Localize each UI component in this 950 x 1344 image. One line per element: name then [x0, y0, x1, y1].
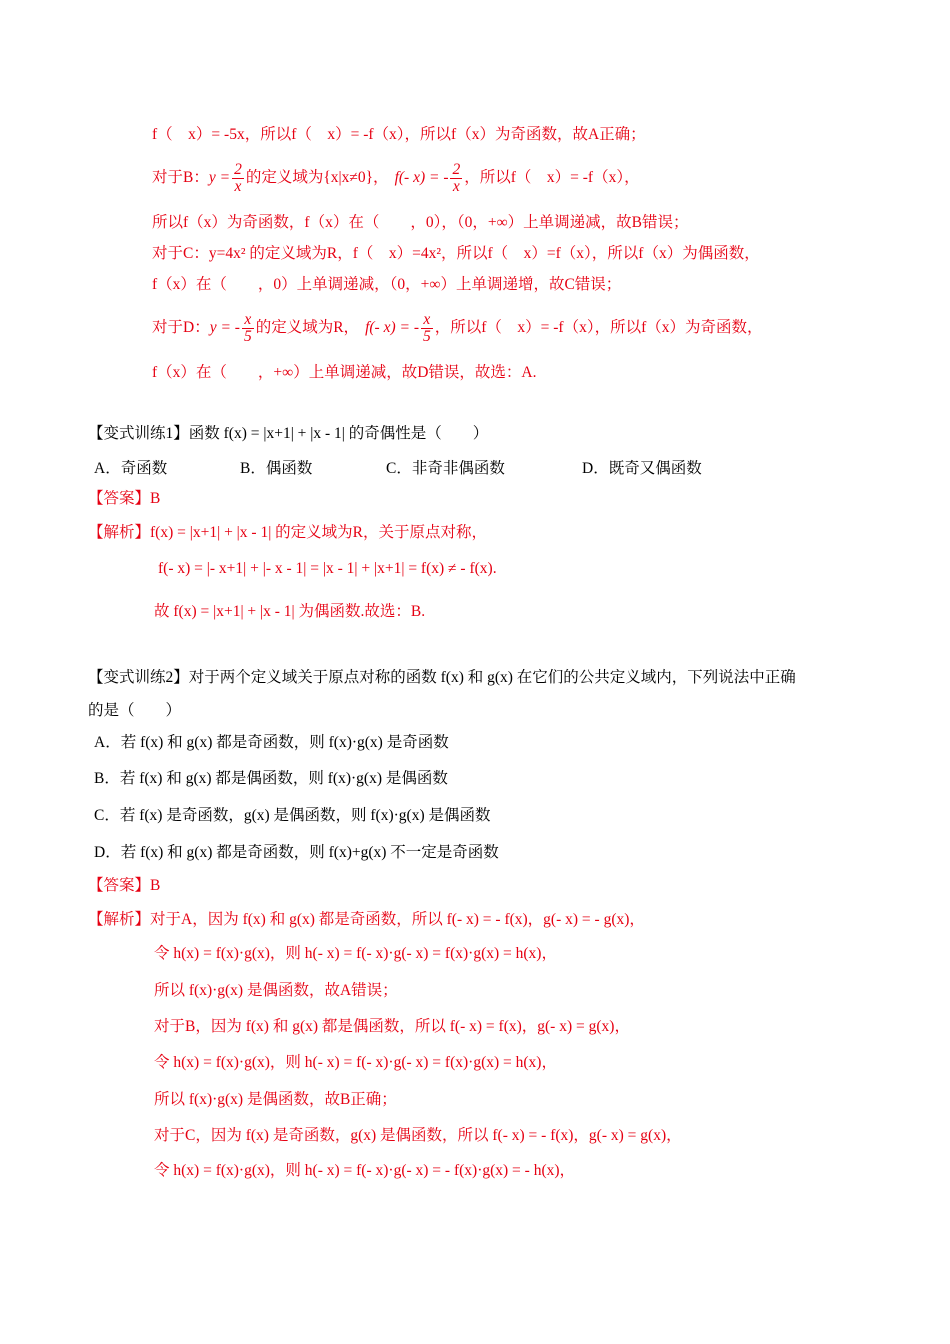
q1-option-c: C．非奇非偶函数 — [386, 460, 505, 477]
solution-d-y: y = - — [209, 319, 240, 336]
q2-analysis-line-1 — [88, 909, 645, 931]
q2-analysis-line-3: 所以 f(x)·g(x) 是偶函数，故A错误； — [154, 982, 398, 999]
q2-answer: 【答案】B — [88, 877, 161, 894]
question-1-stem: 【变式训练1】函数 f(x) = |x+1| + |x - 1| 的奇偶性是（ ） — [88, 425, 489, 442]
fraction-x-over-5-2: $\frac{x}{5}$ — [422, 310, 431, 345]
solution-line-d2: f（x）在（ ，+∞）上单调递减，故D错误，故选：A. — [152, 364, 537, 381]
solution-b-y: y = — [208, 169, 231, 186]
q2-analysis-line-2: 令 h(x) = f(x)·g(x)，则 h(- x) = f(- x)·g(- x) = f(x)·g(x) = h(x)， — [154, 945, 557, 962]
q1-analysis-label: 【解析】 — [88, 524, 151, 541]
q2-option-d: D．若 f(x) 和 g(x) 都是奇函数，则 f(x)+g(x) 不一定是奇函数 — [94, 844, 499, 861]
question-2-stem-cont: 的是（ ） — [88, 702, 182, 719]
q1-analysis-text-1: f(x) = |x+1| + |x - 1| 的定义域为R，关于原点对称， — [150, 524, 488, 541]
q1-option-d: D．既奇又偶函数 — [582, 460, 702, 477]
solution-line-d — [152, 308, 763, 348]
q1-analysis-line-2: f(- x) = |- x+1| + |- x - 1| = |x - 1| + |x+1| = f(x) ≠ - f(x). — [158, 560, 497, 577]
solution-d-conclusion: ，所以f（ x）= -f（x），所以f（x）为奇函数， — [434, 319, 763, 336]
solution-line-b — [152, 160, 640, 196]
q2-option-c: C．若 f(x) 是奇函数，g(x) 是偶函数，则 f(x)·g(x) 是偶函数 — [94, 807, 491, 824]
solution-line-a: f（ x）= -5x，所以f（ x）= -f（x），所以f（x）为奇函数，故A正确； — [152, 126, 646, 143]
solution-line-c2: f（x）在（ ，0）上单调递减，（0，+∞）上单调递增，故C错误； — [152, 276, 622, 293]
solution-d-f: f(- x) = - — [365, 319, 419, 336]
q2-analysis-line-8: 令 h(x) = f(x)·g(x)，则 h(- x) = f(- x)·g(- x) = - f(x)·g(x) = - h(x)， — [154, 1162, 576, 1179]
q1-option-b: B．偶函数 — [240, 460, 313, 477]
solution-b-domain: 的定义域为{x|x≠0}， — [245, 169, 389, 186]
question-2-stem: 【变式训练2】对于两个定义域关于原点对称的函数 f(x) 和 g(x) 在它们的公共定义域内，下列说法中正确 — [88, 669, 796, 686]
solution-b-conclusion: ，所以f（ x）= -f（x）， — [464, 169, 640, 186]
solution-b-label: 对于B： — [152, 169, 209, 186]
fraction-2-over-x-2: $\frac{2}{x}$ — [452, 160, 461, 195]
solution-line-c: 对于C：y=4x² 的定义域为R，f（ x）=4x²，所以f（ x）=f（x），所以f（x）为偶函数， — [152, 245, 760, 262]
q1-answer: 【答案】B — [88, 490, 161, 507]
q2-analysis-label: 【解析】 — [88, 911, 151, 928]
fraction-2-over-x: $\frac{2}{x}$ — [234, 160, 242, 195]
q2-analysis-line-4: 对于B，因为 f(x) 和 g(x) 都是偶函数，所以 f(- x) = f(x)，g(- x) = g(x)， — [154, 1018, 630, 1035]
solution-line-b2: 所以f（x）为奇函数，f（x）在（ ，0），（0，+∞）上单调递减，故B错误； — [152, 214, 689, 231]
solution-b-f: f(- x) = - — [394, 169, 449, 186]
q2-analysis-line-7: 对于C，因为 f(x) 是奇函数，g(x) 是偶函数，所以 f(- x) = - f(x)，g(- x) = g(x)， — [154, 1127, 682, 1144]
q2-option-a: A．若 f(x) 和 g(x) 都是奇函数，则 f(x)·g(x) 是奇函数 — [94, 734, 449, 751]
q2-analysis-line-5: 令 h(x) = f(x)·g(x)，则 h(- x) = f(- x)·g(- x) = f(x)·g(x) = h(x)， — [154, 1054, 557, 1071]
solution-d-label: 对于D： — [152, 319, 210, 336]
q1-analysis-line-1 — [88, 522, 487, 544]
solution-d-domain: 的定义域为R， — [255, 319, 360, 336]
q2-analysis-line-6: 所以 f(x)·g(x) 是偶函数，故B正确； — [154, 1091, 397, 1108]
q2-analysis-text-1: 对于A，因为 f(x) 和 g(x) 都是奇函数，所以 f(- x) = - f(x)，g(- x) = - g(x)， — [150, 911, 645, 928]
q2-option-b: B．若 f(x) 和 g(x) 都是偶函数，则 f(x)·g(x) 是偶函数 — [94, 770, 448, 787]
q1-option-a: A．奇函数 — [94, 460, 168, 477]
fraction-x-over-5: $\frac{x}{5}$ — [243, 310, 252, 345]
q1-analysis-line-3: 故 f(x) = |x+1| + |x - 1| 为偶函数.故选：B. — [154, 603, 426, 620]
